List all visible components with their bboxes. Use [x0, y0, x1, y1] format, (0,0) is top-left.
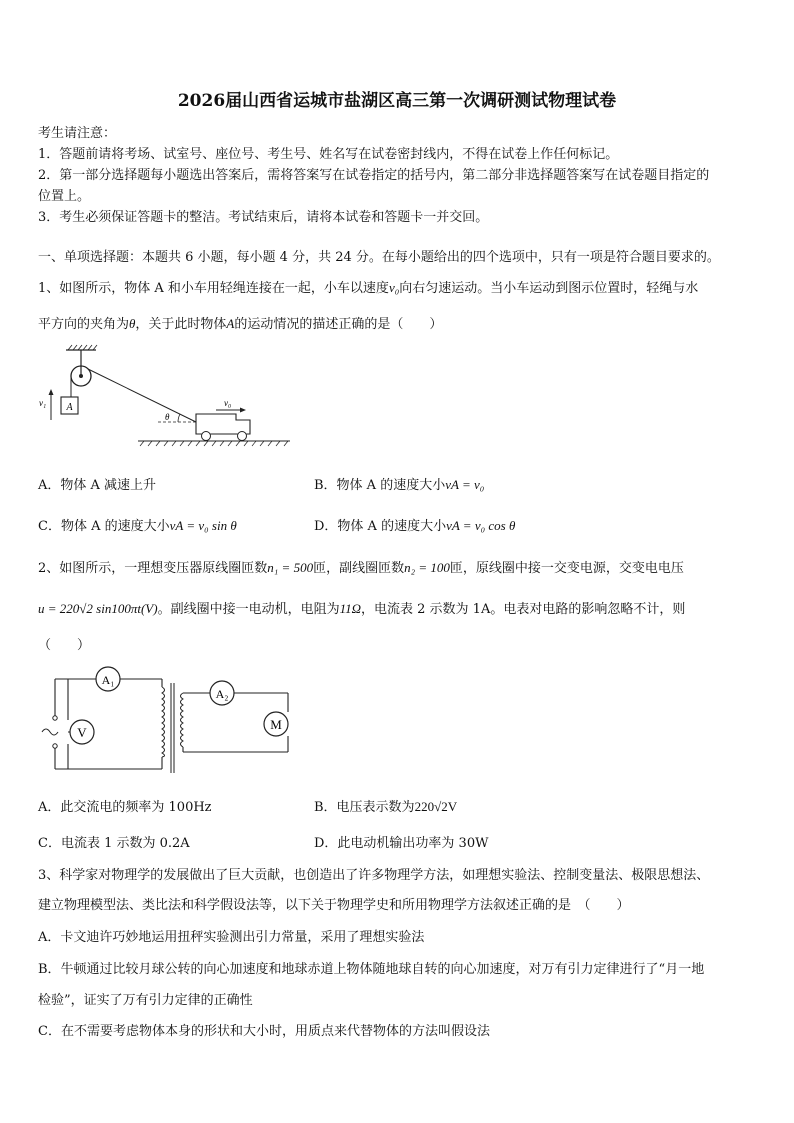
q1-option-a: A．物体 A 减速上升: [38, 478, 157, 493]
q2-stem-voltage: u = 220√2 sin100πt(V): [38, 601, 158, 616]
q3-option-b-cont: 检验”，证实了万有引力定律的正确性: [38, 993, 253, 1008]
q2-option-c: C．电流表 1 示数为 0.2A: [38, 836, 190, 851]
q1-stem-part-a: 1、如图所示，物体 A 和小车用轻绳连接在一起，小车以速度: [38, 281, 389, 296]
q2-stem-part-a: 2、如图所示，一理想变压器原线圈匝数: [38, 561, 268, 576]
q2-paren: （ ）: [38, 638, 91, 653]
q1-option-b-math: vA = v₀: [445, 477, 485, 492]
q1-option-d-math: vA = v₀ cos θ: [446, 518, 516, 533]
q2-stem-part-b: 匝，副线圈匝数: [313, 561, 405, 576]
va-label: v₁: [39, 398, 47, 408]
q1-stem2-theta: θ: [129, 316, 136, 331]
cart-body: [196, 414, 250, 434]
q2-option-a: A．此交流电的频率为 100Hz: [38, 800, 212, 815]
ammeter-2-label: A₂: [215, 687, 229, 701]
q1-option-d-text: D．物体 A 的速度大小: [314, 519, 447, 534]
q2-option-b: [314, 796, 457, 815]
q1-stem-line2: [38, 313, 442, 332]
voltmeter-label: V: [77, 725, 87, 740]
q2-stem-line2: [38, 598, 685, 617]
q1-option-c: [38, 515, 237, 534]
q1-stem-line1: [38, 277, 698, 296]
q2-stem-part-c: 匝，原线圈中接一交变电源，交变电电压: [449, 561, 684, 576]
notice-item-1: 1．答题前请将考场、试室号、座位号、考生号、姓名写在试卷密封线内，不得在试卷上作任何标记。: [38, 147, 619, 162]
pulley-axle: [79, 374, 83, 378]
source-terminal-top: [53, 716, 57, 720]
q2-stem-line1: [38, 557, 684, 576]
primary-coil: [162, 687, 165, 757]
block-a-label: A: [66, 402, 73, 413]
q2-option-b-math: 220√2V: [414, 799, 458, 814]
cart-wheel-right: [238, 432, 247, 441]
q2-option-d: D．此电动机输出功率为 30W: [314, 836, 489, 851]
q2-stem-resistance: 11Ω: [339, 601, 362, 616]
ground-hatch: [140, 441, 288, 446]
q2-stem-n1: n₁ = 500: [267, 560, 314, 575]
q1-option-d: [314, 515, 515, 534]
q3-option-a: A．卡文迪许巧妙地运用扭秤实验测出引力常量，采用了理想实验法: [38, 930, 425, 945]
q2-stem-n2: n₂ = 100: [404, 560, 450, 575]
v0-label: v₀: [224, 398, 232, 408]
ac-source-symbol: [42, 729, 58, 735]
cart-wheel-left: [202, 432, 211, 441]
q1-option-c-math: vA = v₀ sin θ: [169, 518, 237, 533]
q1-option-c-text: C．物体 A 的速度大小: [38, 519, 170, 534]
ammeter-1-label: A₁: [101, 673, 115, 687]
secondary-coil: [181, 693, 184, 747]
ceiling-hatch: [68, 345, 97, 350]
source-terminal-bottom: [53, 744, 57, 748]
q1-option-b-text: B．物体 A 的速度大小: [314, 478, 446, 493]
q3-option-b: B．牛顿通过比较月球公转的向心加速度和地球赤道上物体随地球自转的向心加速度，对万有引力定律进行了“月一地: [38, 962, 705, 977]
theta-label: θ: [165, 412, 170, 422]
q2-stem2-part-c: ，电流表 2 示数为 1A。电表对电路的影响忽略不计，则: [361, 602, 686, 617]
q2-option-b-text: B．电压表示数为: [314, 800, 415, 815]
q3-stem-line1: 3、科学家对物理学的发展做出了巨大贡献，也创造出了许多物理学方法，如理想实验法、控制变量法、极限思想法、: [38, 868, 710, 883]
q1-stem2-part-c: 的运动情况的描述正确的是（ ）: [234, 317, 443, 332]
q1-stem-part-b: 向右匀速运动。当小车运动到图示位置时，轻绳与水: [399, 281, 699, 296]
notice-item-2: 2．第一部分选择题每小题选出答案后，需将答案写在试卷指定的括号内，第二部分非选择题答案写在试卷题目指定的: [38, 168, 710, 183]
v0-arrowhead: [240, 408, 246, 413]
angle-arc: [178, 414, 180, 422]
notice-heading: 考生请注意：: [38, 126, 117, 141]
q1-option-b: [314, 474, 484, 493]
q3-option-c: C．在不需要考虑物体本身的形状和大小时，用质点来代替物体的方法叫假设法: [38, 1024, 490, 1039]
notice-item-2-cont: 位置上。: [38, 189, 91, 204]
motor-label: M: [270, 717, 282, 732]
section-heading: 一、单项选择题：本题共 6 小题，每小题 4 分，共 24 分。在每小题给出的四个选项中，只有一项是符合题目要求的。: [38, 250, 720, 265]
q2-figure: [38, 665, 298, 780]
q2-stem2-part-b: 。副线圈中接一电动机，电阻为: [157, 602, 340, 617]
q1-stem-v0: v₀: [388, 280, 400, 295]
page-title: 2026届山西省运城市盐湖区高三第一次调研测试物理试卷: [177, 91, 617, 111]
q1-stem2-part-a: 平方向的夹角为: [38, 317, 130, 332]
q1-stem2-part-b: ，关于此时物体: [135, 317, 227, 332]
q3-stem-line2: 建立物理模型法、类比法和科学假设法等，以下关于物理学史和所用物理学方法叙述正确的是 （ ）: [38, 898, 630, 913]
q1-stem2-A: A: [226, 316, 235, 331]
va-arrowhead: [49, 389, 54, 395]
notice-item-3: 3．考生必须保证答题卡的整洁。考试结束后，请将本试卷和答题卡一并交回。: [38, 210, 489, 225]
q1-figure: [38, 340, 298, 450]
